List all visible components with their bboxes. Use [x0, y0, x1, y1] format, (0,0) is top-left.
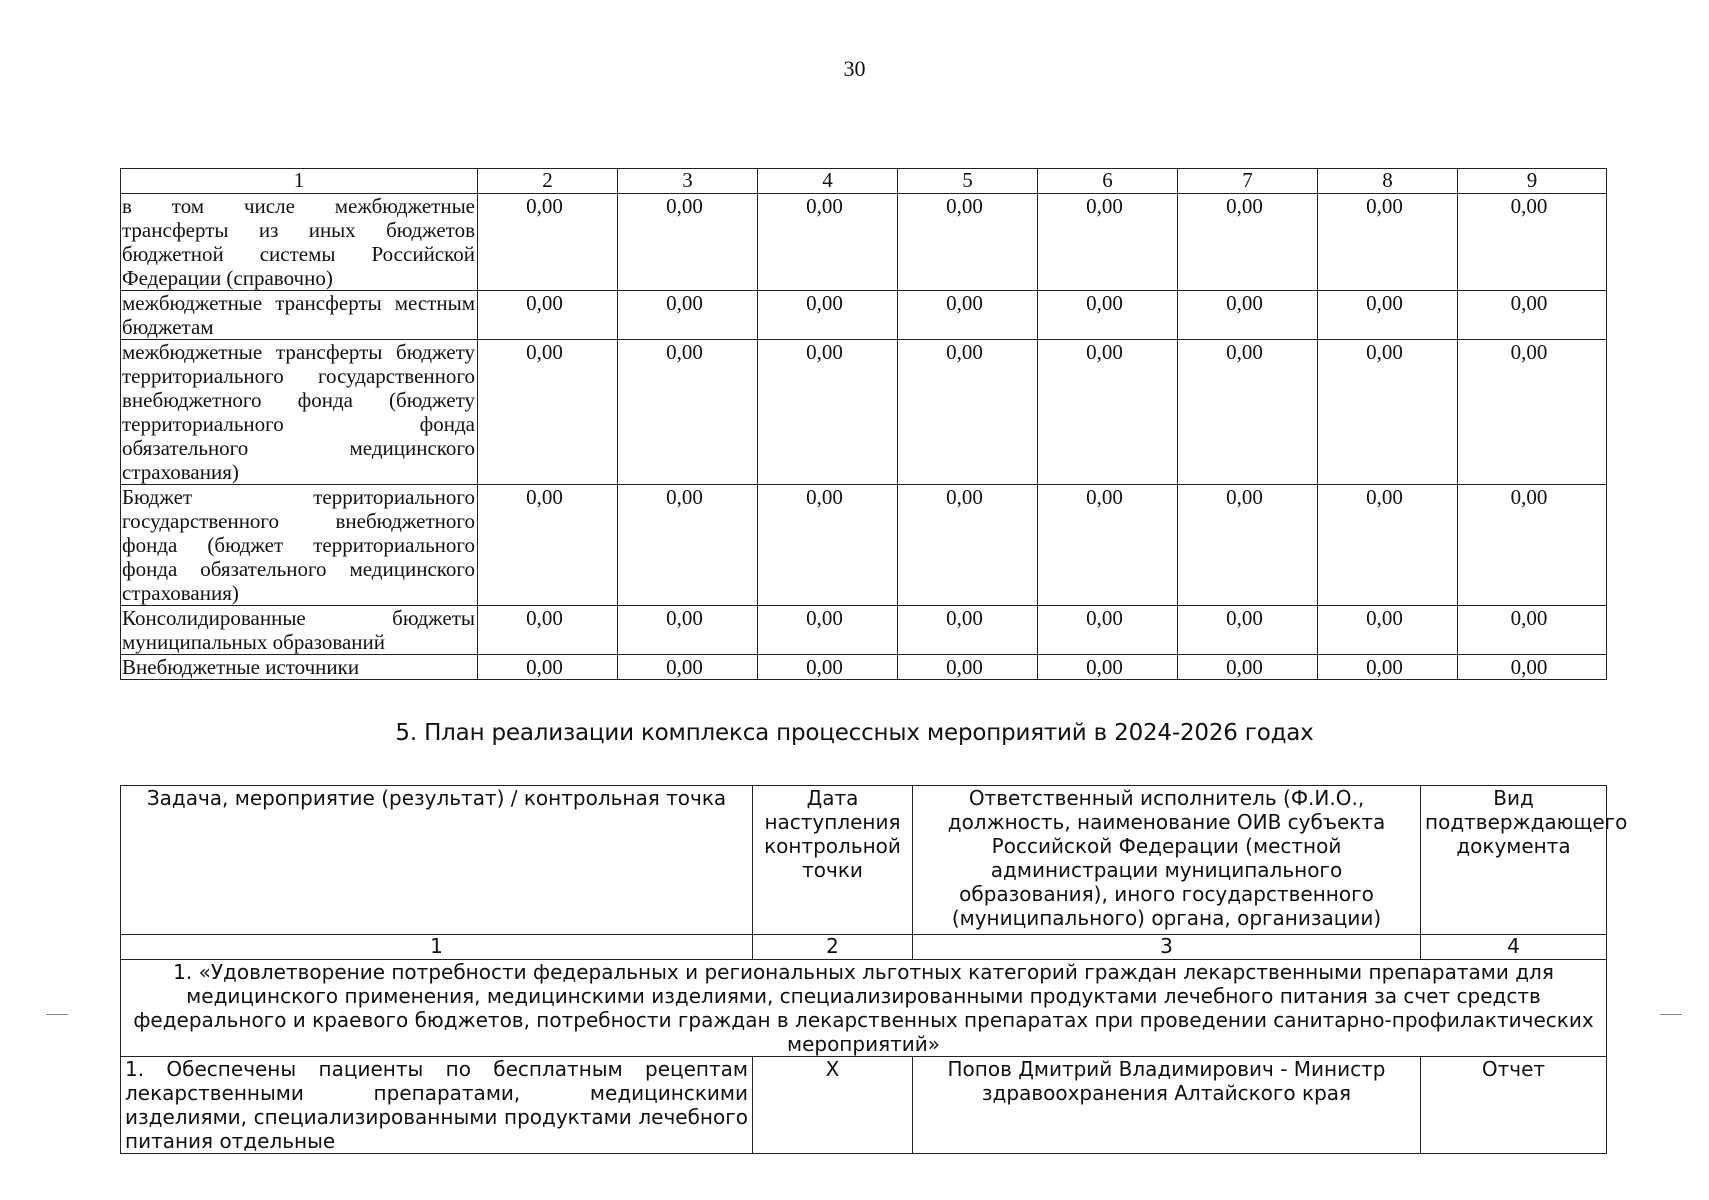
item-date: X: [753, 1057, 913, 1154]
budget-value-cell: [1318, 291, 1458, 340]
budget-value: 0,00: [1086, 655, 1123, 679]
budget-row-name: межбюджетные трансферты бюджету территориального государственного внебюджетного фонда (бюджету территориального фонда обязательного медицинского страхования): [121, 340, 478, 485]
budget-value-cell: [898, 485, 1038, 606]
budget-value: 0,00: [666, 291, 703, 315]
budget-table: [120, 168, 1607, 680]
budget-value: 0,00: [1226, 291, 1263, 315]
budget-value-cell: [1038, 606, 1178, 655]
budget-value-cell: [1458, 340, 1607, 485]
budget-value: 0,00: [666, 340, 703, 364]
budget-value-cell: [1178, 194, 1318, 291]
budget-value-cell: [898, 655, 1038, 680]
col-number: 2: [478, 169, 618, 194]
budget-header-row: [121, 169, 1607, 194]
budget-value: 0,00: [666, 485, 703, 509]
budget-value-cell: [1318, 485, 1458, 606]
budget-row: [121, 194, 1607, 291]
budget-value: 0,00: [1226, 340, 1263, 364]
budget-value: 0,00: [526, 291, 563, 315]
budget-value-cell: [1178, 340, 1318, 485]
budget-value: 0,00: [1366, 340, 1403, 364]
budget-row: [121, 655, 1607, 680]
col-number: 9: [1458, 169, 1607, 194]
budget-value-cell: [478, 485, 618, 606]
budget-value: 0,00: [1510, 340, 1548, 364]
budget-value-cell: [478, 655, 618, 680]
budget-value: 0,00: [1226, 655, 1263, 679]
budget-value: 0,00: [1366, 194, 1403, 218]
budget-value-cell: [1458, 194, 1607, 291]
budget-value: 0,00: [526, 655, 563, 679]
col-number: 3: [618, 169, 758, 194]
budget-body: [121, 194, 1607, 680]
budget-value: 0,00: [526, 485, 563, 509]
budget-value: 0,00: [1366, 655, 1403, 679]
col-number: 4: [1421, 935, 1607, 960]
budget-value: 0,00: [806, 606, 843, 630]
budget-value: 0,00: [806, 291, 843, 315]
margin-mark: [46, 1014, 68, 1015]
col-number: 7: [1178, 169, 1318, 194]
item-name: 1. Обеспечены пациенты по бесплатным рецептам лекарственными препаратами, медицинскими изделиями, специализированными продуктами лечебного питания отдельные: [121, 1057, 753, 1154]
budget-value: 0,00: [946, 291, 983, 315]
budget-value-cell: [478, 291, 618, 340]
budget-value-cell: [618, 194, 758, 291]
col-number: 8: [1318, 169, 1458, 194]
section-title: 5. План реализации комплекса процессных мероприятий в 2024-2026 годах: [395, 720, 1314, 746]
budget-row-name: межбюджетные трансферты местным бюджетам: [121, 291, 478, 340]
budget-value: 0,00: [1510, 291, 1548, 315]
budget-value: 0,00: [1086, 194, 1123, 218]
budget-value: 0,00: [1226, 194, 1263, 218]
budget-value-cell: [1458, 485, 1607, 606]
budget-value: 0,00: [1510, 655, 1548, 679]
budget-value: 0,00: [1086, 291, 1123, 315]
budget-value-cell: [478, 194, 618, 291]
budget-row: [121, 340, 1607, 485]
task-text: 1. «Удовлетворение потребности федеральных и региональных льготных категорий граждан лекарственными препаратами для медицинского применения, медицинскими изделиями, специализированными продуктами лечебного питания за счет средств федерального и краевого бюджетов, потребности граждан в лекарственных препаратах при проведении санитарно-профилактических мероприятий»: [121, 960, 1607, 1057]
budget-value-cell: [478, 340, 618, 485]
budget-value-cell: [1318, 606, 1458, 655]
budget-value: 0,00: [1366, 485, 1403, 509]
budget-value-cell: [1458, 655, 1607, 680]
budget-row: [121, 485, 1607, 606]
budget-value-cell: [1038, 485, 1178, 606]
col-number: 4: [758, 169, 898, 194]
budget-value: 0,00: [946, 194, 983, 218]
budget-value-cell: [898, 194, 1038, 291]
budget-value: 0,00: [1510, 606, 1548, 630]
budget-row: [121, 291, 1607, 340]
budget-row-name: Бюджет территориального государственного внебюджетного фонда (бюджет территориального фонда обязательного медицинского страхования): [121, 485, 478, 606]
col-number: 3: [913, 935, 1421, 960]
budget-value: 0,00: [806, 485, 843, 509]
budget-value-cell: [758, 291, 898, 340]
budget-row-name: Консолидированные бюджеты муниципальных образований: [121, 606, 478, 655]
budget-row: [121, 606, 1607, 655]
budget-value: 0,00: [526, 194, 563, 218]
budget-value: 0,00: [526, 340, 563, 364]
budget-value-cell: [898, 340, 1038, 485]
item-responsible: Попов Дмитрий Владимирович - Министр здравоохранения Алтайского края: [913, 1057, 1421, 1154]
budget-value: 0,00: [1366, 606, 1403, 630]
budget-value-cell: [1178, 655, 1318, 680]
task-row: [121, 960, 1607, 1057]
budget-value: 0,00: [806, 655, 843, 679]
budget-value: 0,00: [1510, 485, 1548, 509]
budget-value-cell: [758, 655, 898, 680]
budget-value-cell: [758, 194, 898, 291]
plan-header-row: [121, 786, 1607, 935]
budget-value-cell: [1038, 340, 1178, 485]
budget-value-cell: [898, 291, 1038, 340]
budget-value: 0,00: [1086, 340, 1123, 364]
budget-value-cell: [758, 485, 898, 606]
col-number: 2: [753, 935, 913, 960]
header-responsible: Ответственный исполнитель (Ф.И.О., должность, наименование ОИВ субъекта Российской Федерации (местной администрации муниципального образования), иного государственного (муниципального) органа, организации): [913, 786, 1421, 935]
budget-value-cell: [758, 340, 898, 485]
budget-value-cell: [1318, 194, 1458, 291]
budget-value: 0,00: [806, 194, 843, 218]
plan-table: [120, 785, 1628, 1154]
budget-value: 0,00: [806, 340, 843, 364]
item-row: [121, 1057, 1607, 1154]
budget-value-cell: [1318, 655, 1458, 680]
budget-value-cell: [1178, 485, 1318, 606]
budget-value-cell: [1038, 291, 1178, 340]
budget-value: 0,00: [946, 485, 983, 509]
budget-value: 0,00: [1086, 485, 1123, 509]
budget-value-cell: [1038, 655, 1178, 680]
header-document: Вид подтверждающего документа: [1421, 786, 1607, 935]
header-task: Задача, мероприятие (результат) / контрольная точка: [121, 786, 753, 935]
header-date: Дата наступления контрольной точки: [753, 786, 913, 935]
budget-value-cell: [1318, 340, 1458, 485]
budget-value-cell: [1458, 606, 1607, 655]
col-number: 1: [121, 935, 753, 960]
budget-value-cell: [1038, 194, 1178, 291]
margin-mark: [1660, 1014, 1682, 1015]
budget-value: 0,00: [1086, 606, 1123, 630]
budget-value-cell: [1458, 291, 1607, 340]
budget-value: 0,00: [1366, 291, 1403, 315]
budget-value-cell: [618, 340, 758, 485]
budget-value-cell: [618, 485, 758, 606]
budget-value-cell: [618, 655, 758, 680]
budget-value: 0,00: [526, 606, 563, 630]
budget-value: 0,00: [1510, 194, 1548, 218]
item-document: Отчет: [1421, 1057, 1607, 1154]
budget-value: 0,00: [1226, 606, 1263, 630]
page-number: 30: [843, 56, 866, 81]
col-number: 1: [121, 169, 478, 194]
col-number: 6: [1038, 169, 1178, 194]
plan-number-row: [121, 935, 1607, 960]
budget-value: 0,00: [946, 655, 983, 679]
budget-value: 0,00: [946, 340, 983, 364]
budget-value-cell: [618, 606, 758, 655]
budget-value: 0,00: [666, 655, 703, 679]
budget-value: 0,00: [946, 606, 983, 630]
budget-value: 0,00: [666, 194, 703, 218]
budget-row-name: в том числе межбюджетные трансферты из иных бюджетов бюджетной системы Российской Федерации (справочно): [121, 194, 478, 291]
budget-value-cell: [478, 606, 618, 655]
budget-value: 0,00: [1226, 485, 1263, 509]
budget-value-cell: [758, 606, 898, 655]
budget-value: 0,00: [666, 606, 703, 630]
budget-value-cell: [898, 606, 1038, 655]
budget-value-cell: [1178, 606, 1318, 655]
col-number: 5: [898, 169, 1038, 194]
budget-value-cell: [1178, 291, 1318, 340]
budget-row-name: Внебюджетные источники: [121, 655, 478, 680]
budget-value-cell: [618, 291, 758, 340]
